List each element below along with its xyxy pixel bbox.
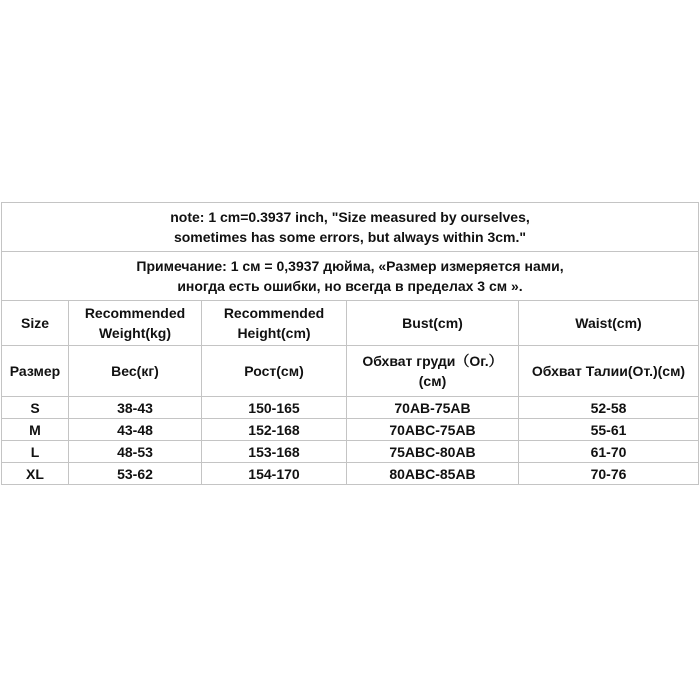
weight-cell: 53-62 [69,463,202,485]
size-cell: S [2,397,69,419]
header-waist: Waist(cm) [519,301,699,346]
waist-cell: 61-70 [519,441,699,463]
header-bust-ru-line-2: (см) [418,373,447,389]
height-cell: 153-168 [202,441,347,463]
height-cell: 150-165 [202,397,347,419]
bust-cell: 75ABC-80AB [347,441,519,463]
note-russian-line-1: Примечание: 1 см = 0,3937 дюйма, «Размер измеряется нами, [136,258,564,274]
header-height [202,301,347,346]
header-weight-line-2: Weight(kg) [98,325,172,341]
bust-cell: 70AB-75AB [347,397,519,419]
header-row-russian [2,346,699,397]
header-height-line-2: Height(cm) [237,325,311,341]
note-english-line-2: sometimes has some errors, but always within 3cm." [173,229,527,245]
header-size: Size [2,301,69,346]
note-english [2,203,699,252]
header-weight-line-1: Recommended [84,305,186,321]
table-row [2,397,699,419]
weight-cell: 43-48 [69,419,202,441]
waist-cell: 52-58 [519,397,699,419]
waist-cell: 55-61 [519,419,699,441]
weight-cell: 48-53 [69,441,202,463]
header-height-line-1: Recommended [223,305,325,321]
height-cell: 152-168 [202,419,347,441]
size-cell: M [2,419,69,441]
size-cell: L [2,441,69,463]
bust-cell: 80ABC-85AB [347,463,519,485]
size-chart-table [1,202,699,485]
header-row-english [2,301,699,346]
height-cell: 154-170 [202,463,347,485]
weight-cell: 38-43 [69,397,202,419]
header-bust: Bust(cm) [347,301,519,346]
note-russian-line-2: иногда есть ошибки, но всегда в пределах 3 см ». [177,278,523,294]
header-waist-ru: Обхват Талии(От.)(см) [519,346,699,397]
table-row [2,463,699,485]
header-height-ru: Рост(см) [202,346,347,397]
waist-cell: 70-76 [519,463,699,485]
header-bust-ru [347,346,519,397]
header-size-ru: Размер [2,346,69,397]
size-cell: XL [2,463,69,485]
table-row [2,441,699,463]
header-bust-ru-line-1: Обхват груди（Ог.） [362,353,503,369]
bust-cell: 70ABC-75AB [347,419,519,441]
table-row [2,419,699,441]
header-weight [69,301,202,346]
note-russian [2,252,699,301]
note-english-line-1: note: 1 cm=0.3937 inch, "Size measured by ourselves, [170,209,530,225]
header-weight-ru: Вес(кг) [69,346,202,397]
